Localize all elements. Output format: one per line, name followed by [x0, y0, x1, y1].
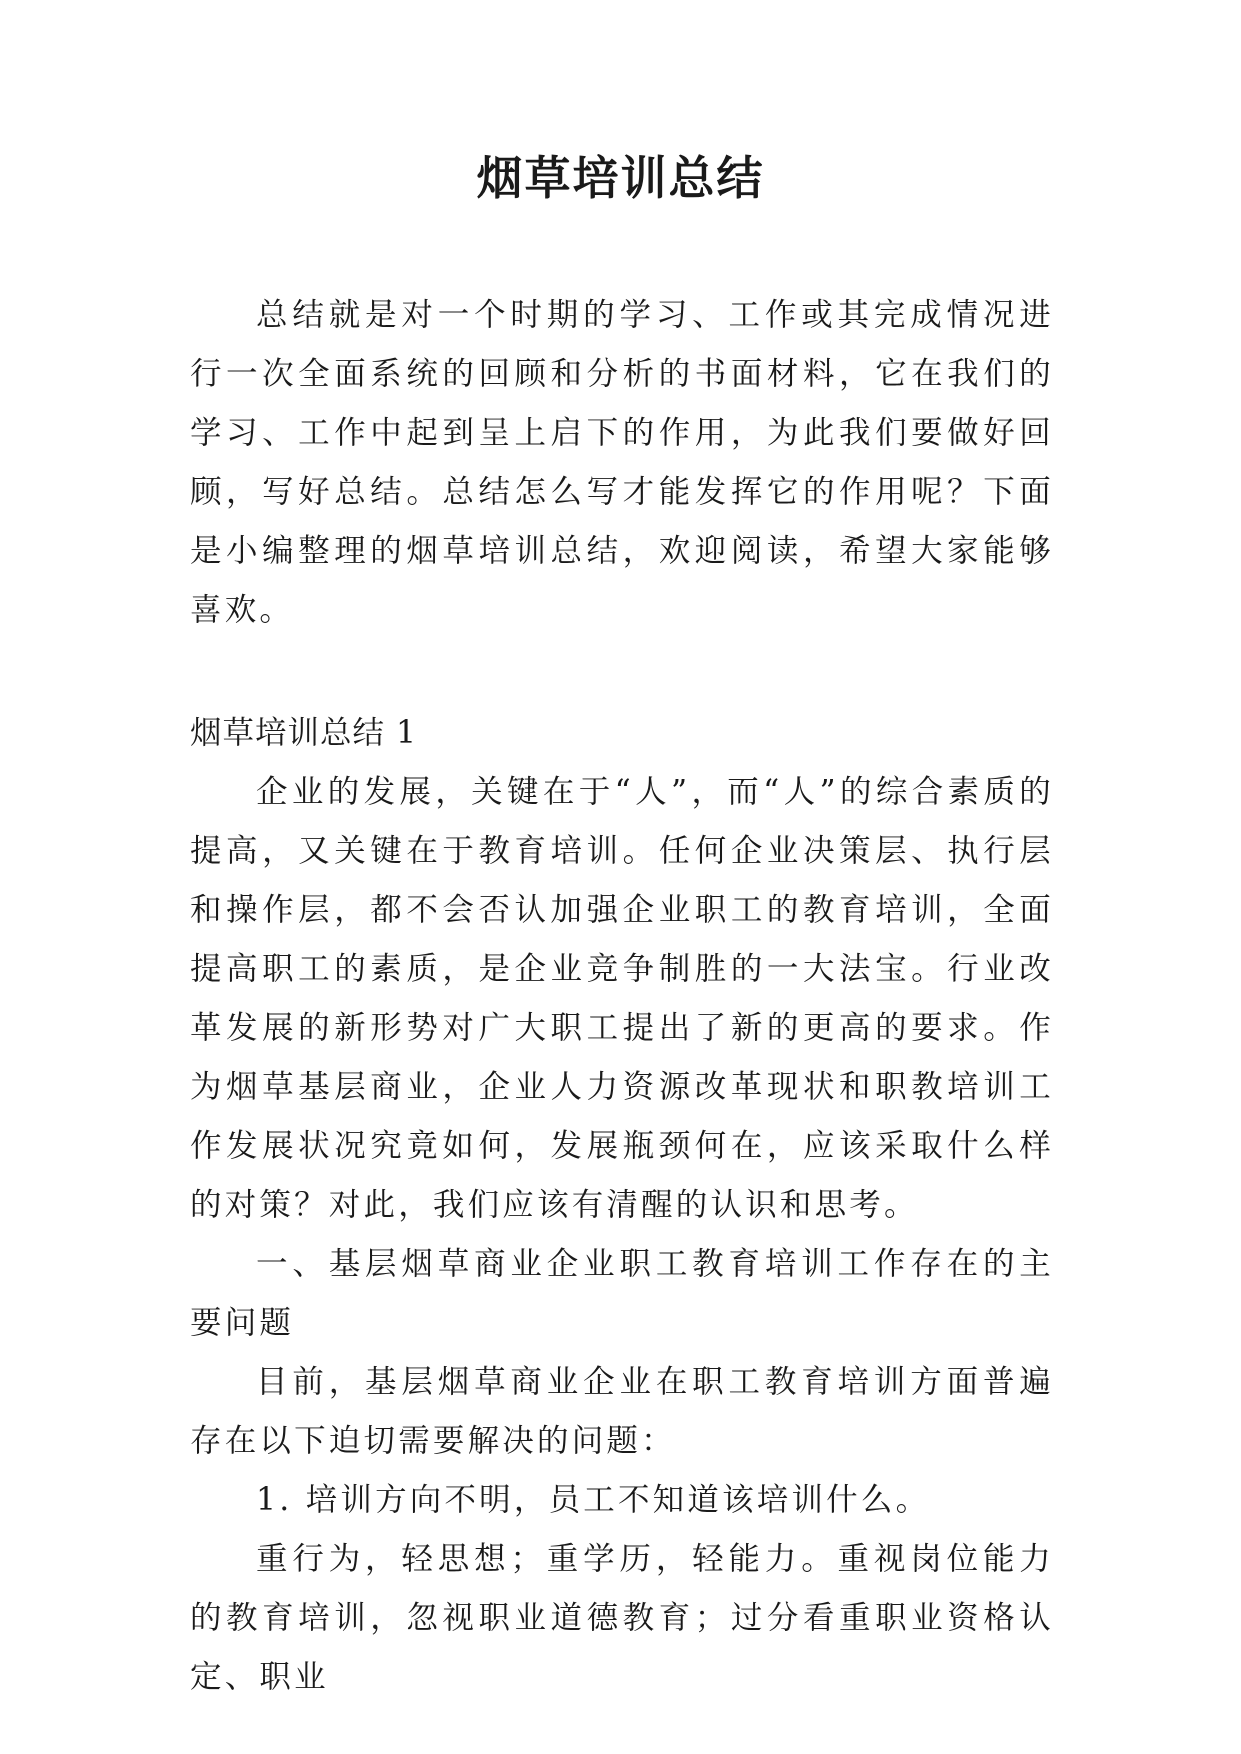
body-paragraph: 目前，基层烟草商业企业在职工教育培训方面普遍存在以下迫切需要解决的问题：: [190, 1364, 1054, 1459]
document-body: [190, 286, 1054, 1707]
body-paragraph: 企业的发展，关键在于“人”，而“人”的综合素质的提高，又关键在于教育培训。任何企业决策层、执行层和操作层，都不会否认加强企业职工的教育培训，全面提高职工的素质，是企业竞争制胜的一大法宝。行业改革发展的新形势对广大职工提出了新的更高的要求。作为烟草基层商业，企业人力资源改革现状和职教培训工作发展状况究竟如何，发展瓶颈何在，应该采取什么样的对策？对此，我们应该有清醒的认识和思考。: [190, 774, 1054, 1223]
body-paragraph: 重行为，轻思想；重学历，轻能力。重视岗位能力的教育培训，忽视职业道德教育；过分看重职业资格认定、职业: [190, 1541, 1054, 1695]
subheading-paragraph: 一、基层烟草商业企业职工教育培训工作存在的主要问题: [190, 1246, 1054, 1341]
section-heading: 烟草培训总结 1: [190, 715, 418, 751]
list-item-paragraph: 1. 培训方向不明，员工不知道该培训什么。: [256, 1482, 931, 1518]
intro-paragraph: 总结就是对一个时期的学习、工作或其完成情况进行一次全面系统的回顾和分析的书面材料，它在我们的学习、工作中起到呈上启下的作用，为此我们要做好回顾，写好总结。总结怎么写才能发挥它的作用呢？下面是小编整理的烟草培训总结，欢迎阅读，希望大家能够喜欢。: [190, 297, 1054, 628]
document-title: 烟草培训总结: [476, 151, 765, 205]
